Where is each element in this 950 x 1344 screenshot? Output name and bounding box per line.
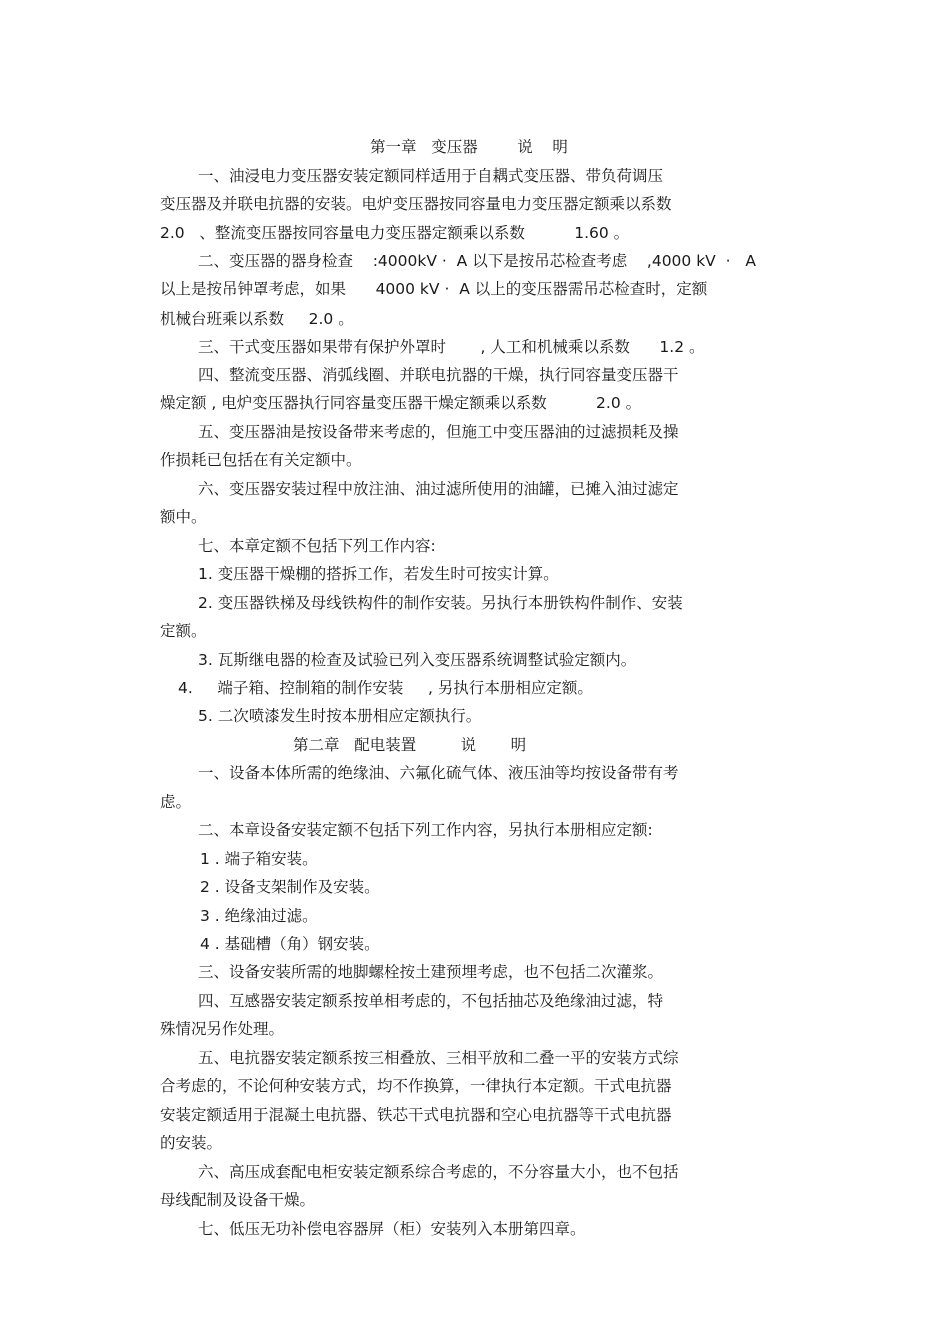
text-line: 五、电抗器安装定额系按三相叠放、三相平放和二叠一平的安装方式综 — [198, 1049, 679, 1067]
text-line: 4 . 基础槽（角）钢安装。 — [200, 935, 380, 953]
text-line: 3 . 绝缘油过滤。 — [200, 907, 318, 925]
text-line: 二、本章设备安装定额不包括下列工作内容，另执行本册相应定额: — [198, 821, 653, 839]
text-line: 3. 瓦斯继电器的检查及试验已列入变压器系统调整试验定额内。 — [198, 651, 637, 669]
text-line: 以上是按吊钟罩考虑，如果 4000 kV · A 以上的变压器需吊芯检查时，定额 — [160, 280, 708, 298]
text-line: 二、变压器的器身检查 :4000kV · A 以下是按吊芯检查考虑 ,4000 kV · A — [198, 252, 756, 270]
text-line: 合考虑的，不论何种安装方式，均不作换算，一律执行本定额。干式电抗器 — [160, 1077, 672, 1095]
text-line: 机械台班乘以系数 2.0 。 — [160, 310, 354, 328]
text-line: 1. 变压器干燥棚的搭拆工作，若发生时可按实计算。 — [198, 565, 559, 583]
text-line: 5. 二次喷漆发生时按本册相应定额执行。 — [198, 707, 482, 725]
text-line: 2. 变压器铁梯及母线铁构件的制作安装。另执行本册铁构件制作、安装 — [198, 594, 683, 612]
text-line: 4. 端子箱、控制箱的制作安装 , 另执行本册相应定额。 — [178, 679, 593, 697]
text-line: 一、油浸电力变压器安装定额同样适用于自耦式变压器、带负荷调压 — [198, 167, 664, 185]
text-line: 定额。 — [160, 622, 207, 640]
text-line: 一、设备本体所需的绝缘油、六氟化硫气体、液压油等均按设备带有考 — [198, 764, 679, 782]
text-line: 作损耗已包括在有关定额中。 — [160, 451, 362, 469]
text-line: 虑。 — [160, 793, 192, 811]
text-line: 燥定额 , 电炉变压器执行同容量变压器干燥定额乘以系数 2.0 。 — [160, 394, 642, 412]
text-line: 五、变压器油是按设备带来考虑的，但施工中变压器油的过滤损耗及操 — [198, 423, 679, 441]
text-line: 母线配制及设备干燥。 — [160, 1191, 316, 1209]
text-line: 安装定额适用于混凝土电抗器、铁芯干式电抗器和空心电抗器等干式电抗器 — [160, 1106, 672, 1124]
text-line: 七、低压无功补偿电容器屏（柜）安装列入本册第四章。 — [198, 1220, 586, 1238]
text-line: 1 . 端子箱安装。 — [200, 850, 318, 868]
text-line: 六、高压成套配电柜安装定额系综合考虑的，不分容量大小，也不包括 — [198, 1163, 679, 1181]
text-line: 殊情况另作处理。 — [160, 1020, 285, 1038]
text-line: 七、本章定额不包括下列工作内容: — [198, 537, 436, 555]
text-line: 的安装。 — [160, 1134, 223, 1152]
text-line: 四、互感器安装定额系按单相考虑的，不包括抽芯及绝缘油过滤，特 — [198, 992, 664, 1010]
chapter2-heading: 第二章 配电装置 说 明 — [293, 736, 527, 754]
text-line: 三、干式变压器如果带有保护外罩时 , 人工和机械乘以系数 1.2 。 — [198, 338, 705, 356]
chapter1-heading: 第一章 变压器 说 明 — [370, 138, 568, 156]
text-line: 变压器及并联电抗器的安装。电炉变压器按同容量电力变压器定额乘以系数 — [160, 195, 672, 213]
text-line: 三、设备安装所需的地脚螺栓按土建预埋考虑，也不包括二次灌浆。 — [198, 963, 664, 981]
text-line: 六、变压器安装过程中放注油、油过滤所使用的油罐，已摊入油过滤定 — [198, 480, 679, 498]
text-line: 四、整流变压器、消弧线圈、并联电抗器的干燥，执行同容量变压器干 — [198, 366, 679, 384]
text-line: 2 . 设备支架制作及安装。 — [200, 878, 380, 896]
text-line: 额中。 — [160, 508, 207, 526]
text-line: 2.0 、整流变压器按同容量电力变压器定额乘以系数 1.60 。 — [160, 224, 630, 242]
